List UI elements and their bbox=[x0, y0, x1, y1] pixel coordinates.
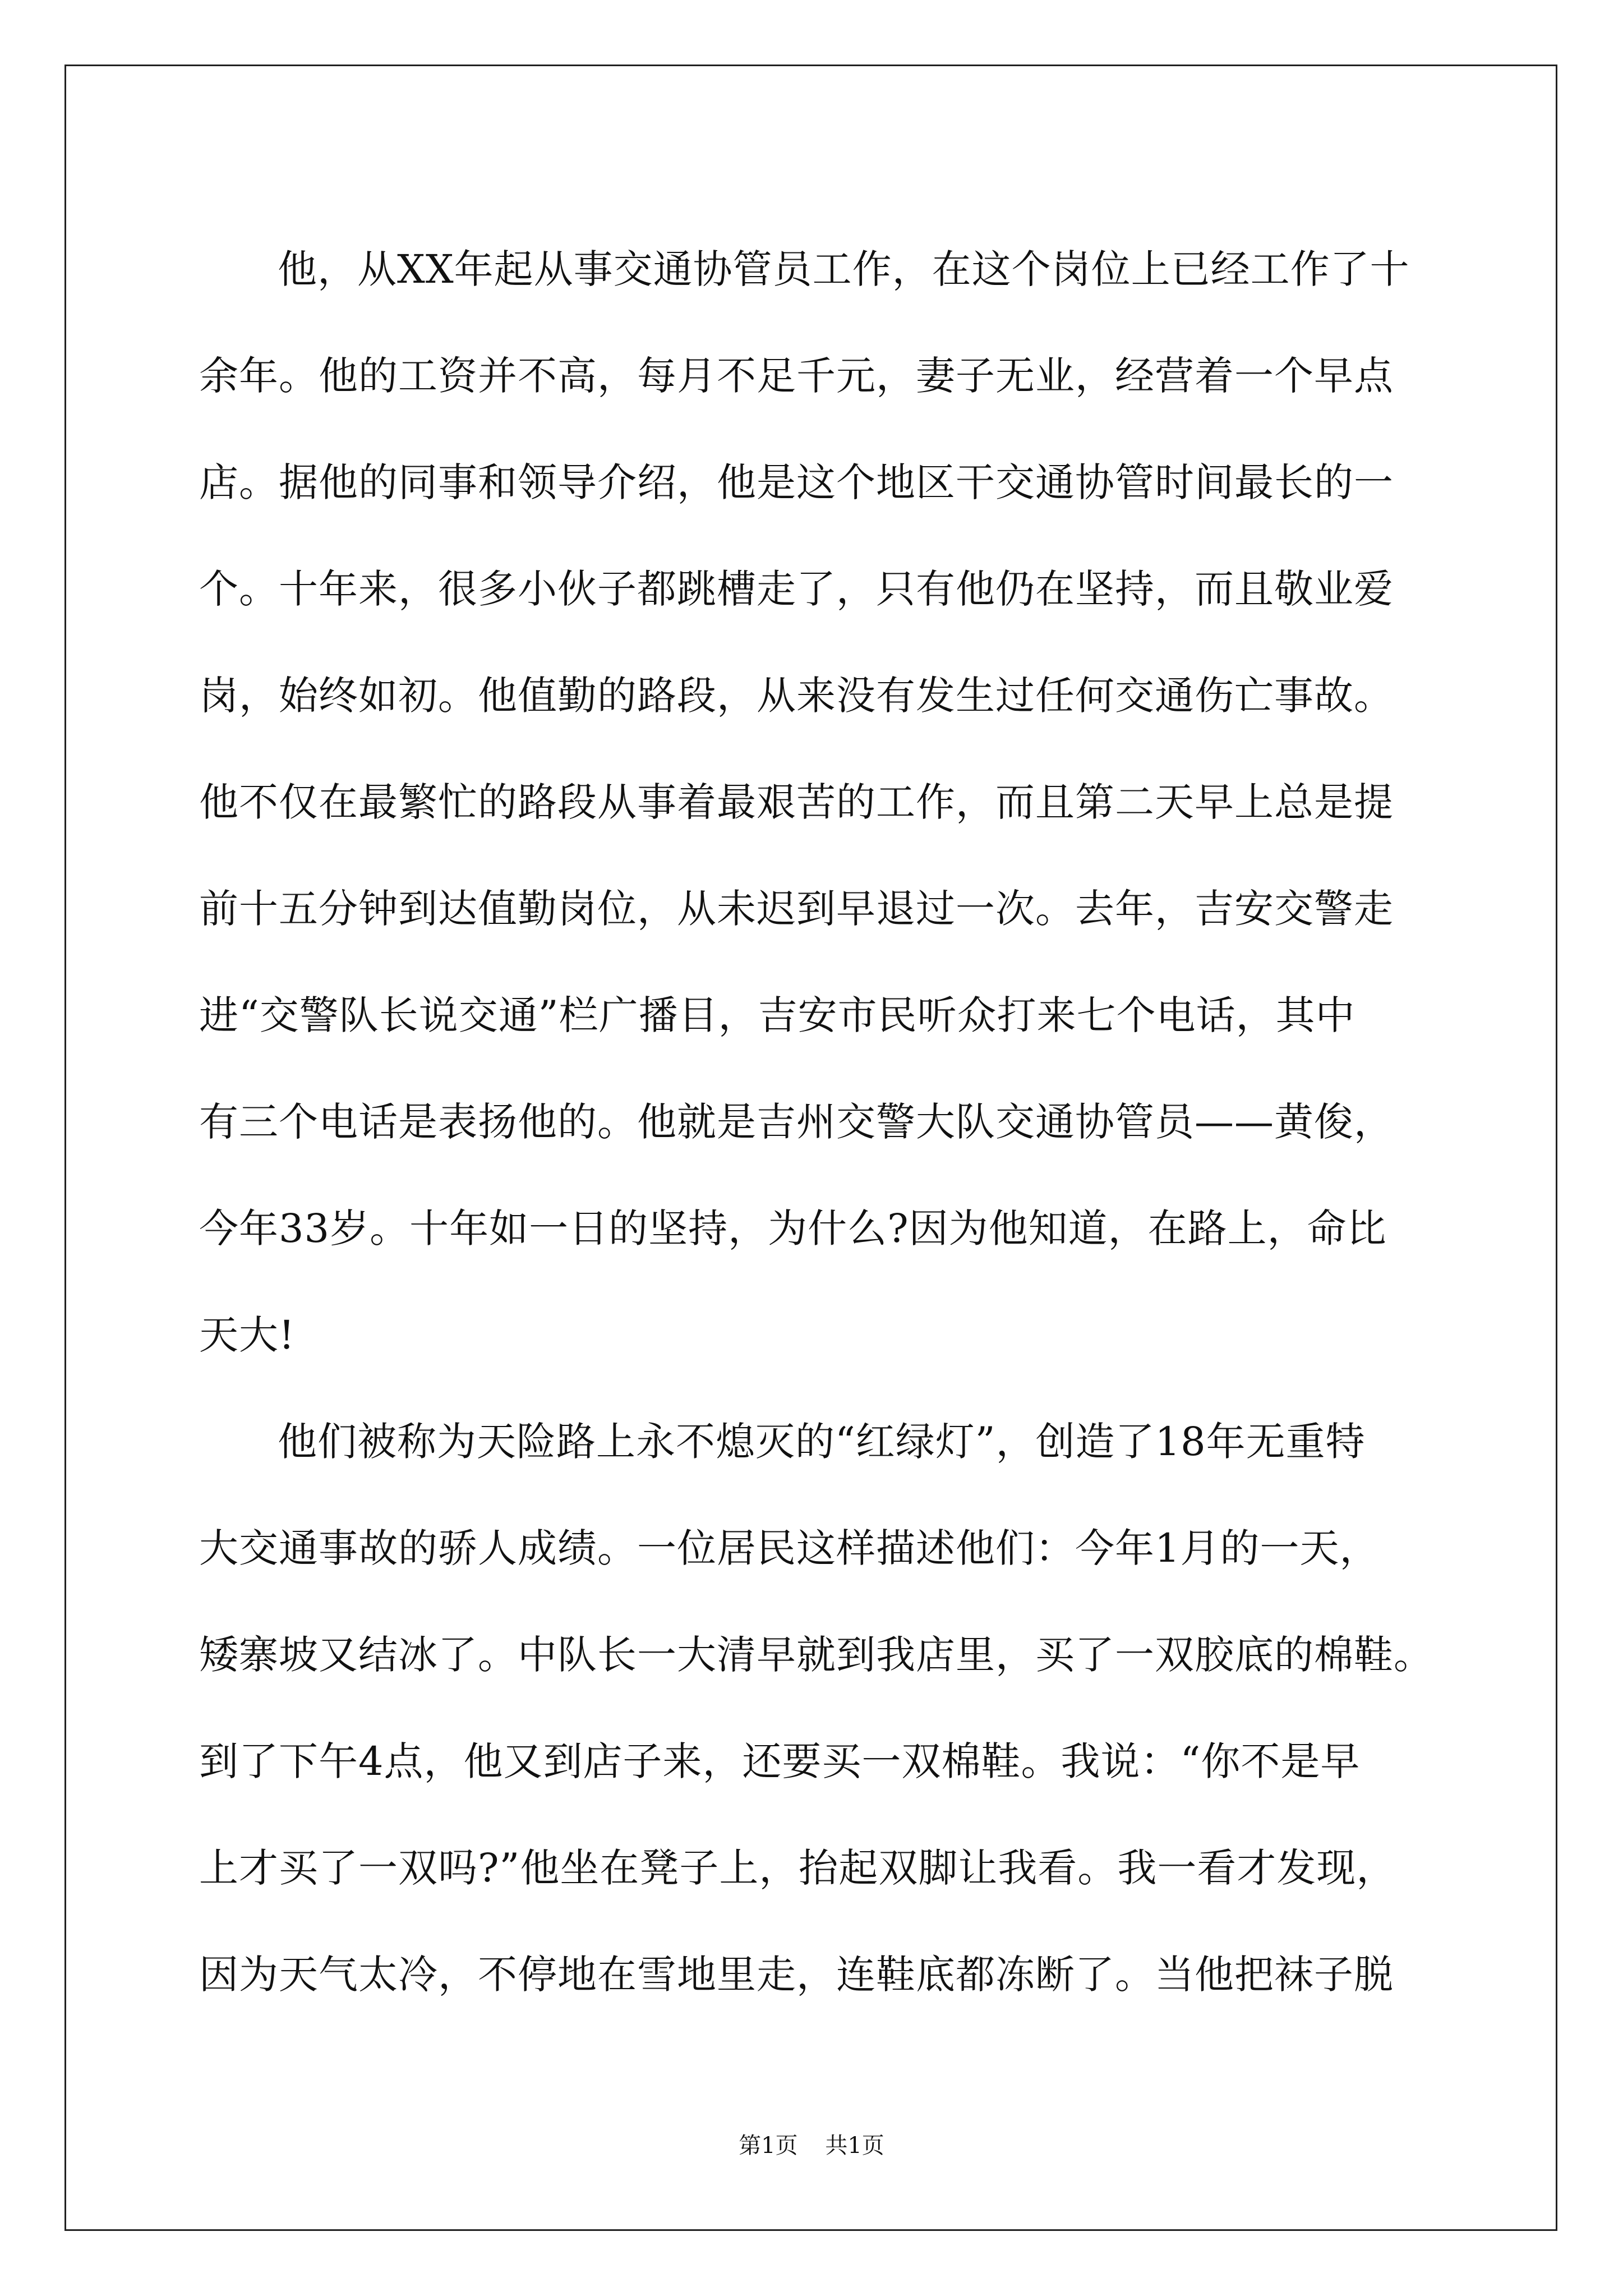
text-line: 因为天气太冷，不停地在雪地里走，连鞋底都冻断了。当他把袜子脱 bbox=[199, 1952, 1394, 1998]
document-body bbox=[199, 216, 1433, 2028]
text-line: 今年33岁。十年如一日的坚持，为什么?因为他知道，在路上，命比 bbox=[199, 1205, 1387, 1251]
text-line: 余年。他的工资并不高，每月不足千元，妻子无业，经营着一个早点 bbox=[199, 353, 1394, 399]
text-line: 上才买了一双吗?”他坐在凳子上，抬起双脚让我看。我一看才发现， bbox=[199, 1845, 1396, 1891]
text-line: 他们被称为天险路上永不熄灭的“红绿灯”，创造了18年无重特 bbox=[278, 1419, 1366, 1465]
text-line: 天大! bbox=[199, 1312, 296, 1358]
text-line: 他不仅在最繁忙的路段从事着最艰苦的工作，而且第二天早上总是提 bbox=[199, 779, 1394, 825]
page-footer bbox=[0, 2129, 1623, 2162]
paragraph-1 bbox=[199, 216, 1424, 1388]
text-line: 大交通事故的骄人成绩。一位居民这样描述他们：今年1月的一天， bbox=[199, 1525, 1380, 1571]
text-line: 矮寨坡又结冰了。中队长一大清早就到我店里，买了一双胶底的棉鞋。 bbox=[199, 1632, 1433, 1678]
text-line: 有三个电话是表扬他的。他就是吉州交警大队交通协管员——黄俊， bbox=[199, 1099, 1394, 1145]
text-line: 个。十年来，很多小伙子都跳槽走了，只有他仍在坚持，而且敬业爱 bbox=[199, 566, 1394, 612]
page-total: 共1页 bbox=[825, 2133, 884, 2159]
paragraph-2 bbox=[199, 1388, 1433, 2028]
text-line: 店。据他的同事和领导介绍，他是这个地区干交通协管时间最长的一 bbox=[199, 459, 1394, 505]
text-line: 前十五分钟到达值勤岗位，从未迟到早退过一次。去年，吉安交警走 bbox=[199, 886, 1394, 932]
text-line: 进“交警队长说交通”栏广播目，吉安市民听众打来七个电话，其中 bbox=[199, 992, 1355, 1038]
text-line: 他，从XX年起从事交通协管员工作，在这个岗位上已经工作了十 bbox=[278, 246, 1410, 292]
text-line: 到了下午4点，他又到店子来，还要买一双棉鞋。我说：“你不是早 bbox=[199, 1738, 1361, 1784]
text-line: 岗，始终如初。他值勤的路段，从来没有发生过任何交通伤亡事故。 bbox=[199, 673, 1394, 719]
page-number: 第1页 bbox=[739, 2133, 798, 2159]
